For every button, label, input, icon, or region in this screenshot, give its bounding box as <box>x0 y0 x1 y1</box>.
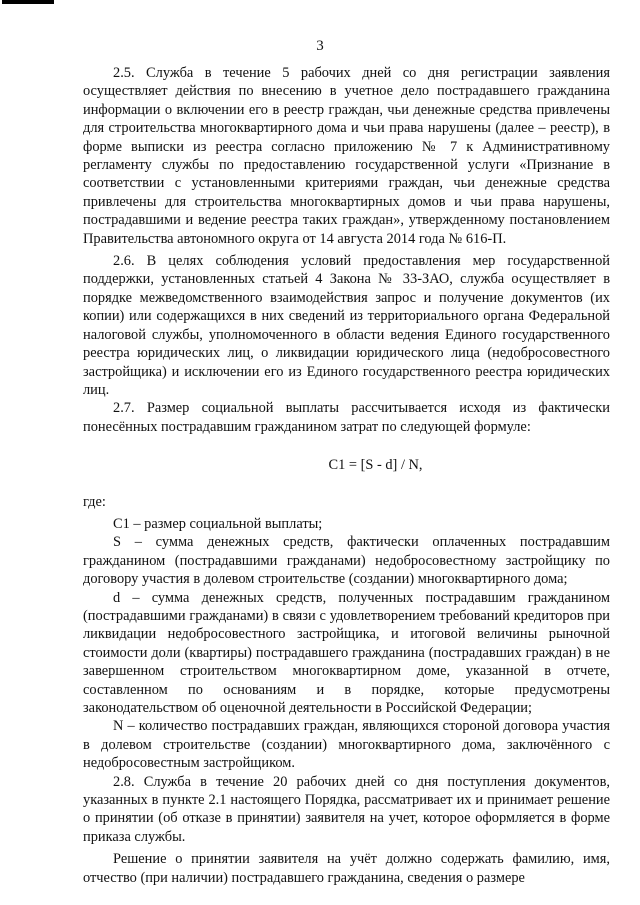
definition-d: d – сумма денежных средств, полученных пострадавшим гражданином (пострадавшими гражданами) в связи с удовлетворением требований кредиторов при ликвидации недобросовестного застройщика, и итоговой величины рыночной стоимости доли (квартиры) пострадавшего гражданина (пострадавших граждан) в не завершенном строительством многоквартирном доме, указанной в отчете, составленном по основаниям и в порядке, которые предусмотрены законодательством об оценочной деятельности в Российской Федерации; <box>83 589 610 716</box>
corner-mark <box>2 0 54 4</box>
page-number: 3 <box>316 38 324 54</box>
definition-s: S – сумма денежных средств, фактически оплаченных пострадавшим гражданином (пострадавшими гражданами) недобросовестному застройщику по договору участия в долевом строительстве (создании) многоквартирного дома; <box>83 534 610 588</box>
document-body <box>83 64 610 887</box>
paragraph-2-7: 2.7. Размер социальной выплаты рассчитывается исходя из фактически понесённых пострадавшим гражданином затрат по следующей формуле: <box>83 400 610 435</box>
where-label: где: <box>83 493 106 510</box>
paragraph-2-5: 2.5. Служба в течение 5 рабочих дней со дня регистрации заявления осуществляет действия по внесению в учетное дело пострадавшего гражданина информации о включении его в реестр граждан, чьи денежные средства привлечены для строительства многоквартирного дома и чьи права нарушены (далее – реестр), в форме выписки из реестра согласно приложению № 7 к Административному регламенту службы по предоставлению государственной услуги «Признание в соответствии с установленными критериями граждан, чьи денежные средства привлечены для строительства многоквартирных домов и чьи права нарушены, пострадавшими и ведение реестра таких граждан», утвержденному постановлением Правительства автономного округа от 14 августа 2014 года № 616-П. <box>83 65 610 247</box>
paragraph-2-8: 2.8. Служба в течение 20 рабочих дней со дня поступления документов, указанных в пункте 2.1 настоящего Порядка, рассматривает их и принимает решение о принятии (об отказе в принятии) заявителя на учет, которое оформляется в форме приказа службы. <box>83 773 610 845</box>
formula: С1 = [S - d] / N, <box>328 457 423 474</box>
definition-c1: С1 – размер социальной выплаты; <box>113 515 323 532</box>
definition-n: N – количество пострадавших граждан, являющихся стороной договора участия в долевом строительстве (создании) многоквартирного дома, заключённого с недобросовестным застройщиком. <box>83 718 610 772</box>
paragraph-decision: Решение о принятии заявителя на учёт должно содержать фамилию, имя, отчество (при наличии) пострадавшего гражданина, сведения о размере <box>83 851 610 886</box>
paragraph-2-6: 2.6. В целях соблюдения условий предоставления мер государственной поддержки, установленных статьей 4 Закона № 33-ЗАО, служба осуществляет в порядке межведомственного взаимодействия запрос и получение документов (их копии) или содержащихся в них сведений из территориального органа Федеральной налоговой службы, уполномоченного в области ведения Единого государственного реестра юридических лиц, о ликвидации юридического лица (недобросовестного застройщика) и исключении его из Единого государственного реестра юридических лиц. <box>83 253 610 398</box>
